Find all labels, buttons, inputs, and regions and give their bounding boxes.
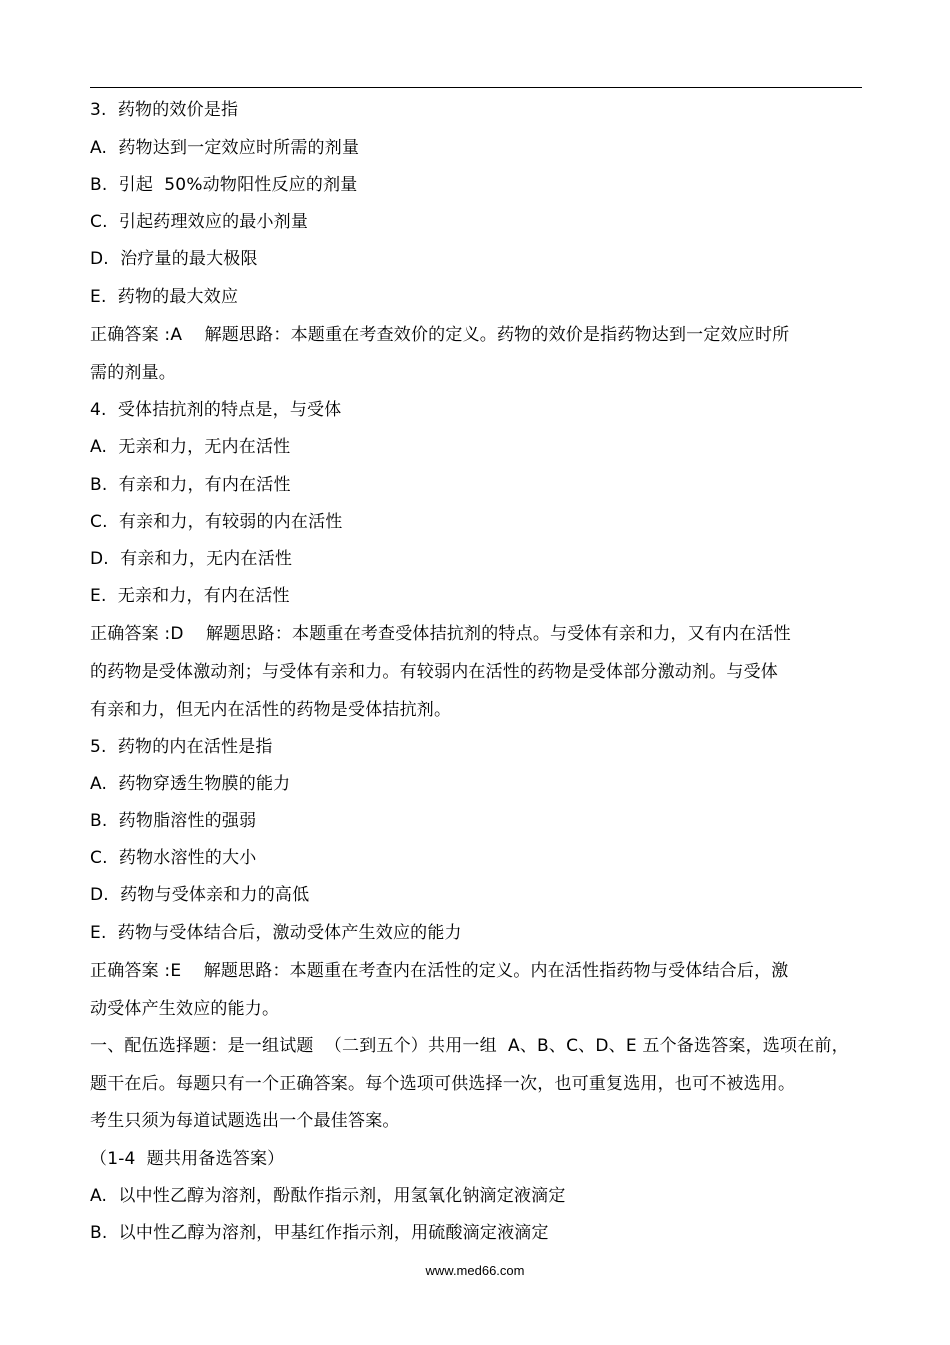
question-4-option-e: E. 无亲和力，有内在活性	[90, 586, 290, 606]
question-4-answer: 正确答案 :D 解题思路：本题重在考查受体拮抗剂的特点。与受体有亲和力，又有内在活性	[90, 624, 791, 644]
question-4-answer-cont-2: 有亲和力，但无内在活性的药物是受体拮抗剂。	[90, 700, 452, 720]
question-3-option-c: C. 引起药理效应的最小剂量	[90, 212, 309, 232]
question-3-stem: 3. 药物的效价是指	[90, 100, 239, 120]
question-4-option-a: A. 无亲和力，无内在活性	[90, 437, 291, 457]
question-4-option-c: C. 有亲和力，有较弱的内在活性	[90, 512, 343, 532]
question-5-answer: 正确答案 :E 解题思路：本题重在考查内在活性的定义。内在活性指药物与受体结合后，激	[90, 961, 789, 981]
question-3-option-a: A. 药物达到一定效应时所需的剂量	[90, 138, 360, 158]
question-5-option-e: E. 药物与受体结合后，激动受体产生效应的能力	[90, 923, 462, 943]
question-5-option-b: B. 药物脂溶性的强弱	[90, 811, 257, 831]
footer-url: www.med66.com	[425, 1263, 525, 1278]
question-5-answer-cont: 动受体产生效应的能力。	[90, 999, 280, 1019]
section-intro-1: 一、配伍选择题：是一组试题 （二到五个）共用一组 A、B、C、D、E 五个备选答案，选项在前，	[90, 1036, 849, 1056]
group-heading: （1-4 题共用备选答案）	[90, 1149, 285, 1169]
section-intro-3: 考生只须为每道试题选出一个最佳答案。	[90, 1111, 400, 1131]
question-4-option-d: D. 有亲和力，无内在活性	[90, 549, 293, 569]
header-rule	[90, 87, 862, 88]
question-3-option-e: E. 药物的最大效应	[90, 287, 239, 307]
group-option-b: B. 以中性乙醇为溶剂，甲基红作指示剂，用硫酸滴定液滴定	[90, 1223, 549, 1243]
question-4-option-b: B. 有亲和力，有内在活性	[90, 475, 291, 495]
question-5-option-d: D. 药物与受体亲和力的高低	[90, 885, 310, 905]
question-4-answer-cont-1: 的药物是受体激动剂；与受体有亲和力。有较弱内在活性的药物是受体部分激动剂。与受体	[90, 662, 778, 682]
question-5-option-c: C. 药物水溶性的大小	[90, 848, 257, 868]
question-3-option-d: D. 治疗量的最大极限	[90, 249, 258, 269]
question-4-stem: 4. 受体拮抗剂的特点是，与受体	[90, 400, 342, 420]
question-3-answer: 正确答案 :A 解题思路：本题重在考查效价的定义。药物的效价是指药物达到一定效应时所	[90, 325, 790, 345]
question-5-option-a: A. 药物穿透生物膜的能力	[90, 774, 291, 794]
section-intro-2: 题干在后。每题只有一个正确答案。每个选项可供选择一次，也可重复选用，也可不被选用。	[90, 1074, 796, 1094]
question-5-stem: 5. 药物的内在活性是指	[90, 737, 273, 757]
question-3-answer-cont: 需的剂量。	[90, 363, 176, 383]
group-option-a: A. 以中性乙醇为溶剂，酚酞作指示剂，用氢氧化钠滴定液滴定	[90, 1186, 566, 1206]
question-3-option-b: B. 引起 50%动物阳性反应的剂量	[90, 175, 358, 195]
